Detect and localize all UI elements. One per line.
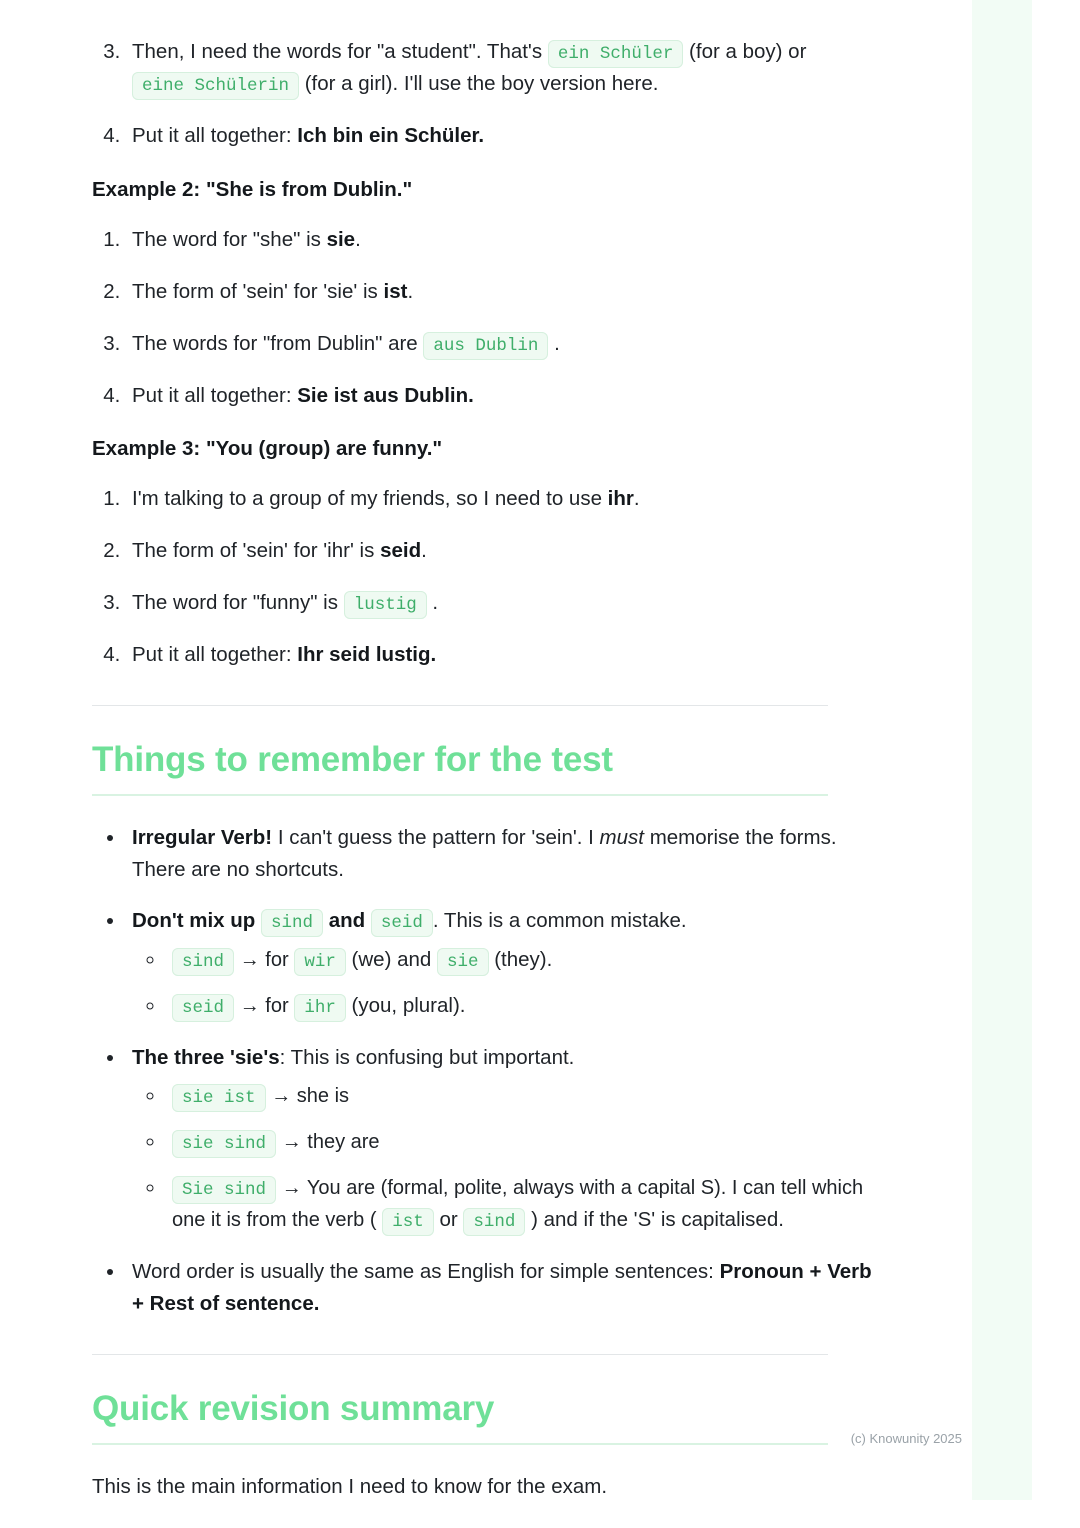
sub-text-or: or xyxy=(439,1207,458,1231)
section-heading-summary: Quick revision summary xyxy=(92,1388,495,1428)
bullet-text: : This is confusing but important. xyxy=(279,1045,575,1069)
bullet-label: Don't mix up xyxy=(132,909,256,933)
list-item xyxy=(126,276,882,308)
answer-sentence: Ihr seid lustig. xyxy=(297,643,437,667)
list-item xyxy=(126,587,882,619)
example1-steps-list xyxy=(92,36,882,152)
step-keyword: ihr xyxy=(607,487,634,511)
list-item xyxy=(166,1080,882,1112)
list-item xyxy=(166,1172,882,1236)
bullet-text-tail: memorise the forms. There are no shortcuts. xyxy=(132,825,837,881)
bullet-text-tail: . This is a common mistake. xyxy=(432,909,687,933)
step-text-post: . xyxy=(407,279,414,303)
bullet-text: Word order is usually the same as English for simple sentences: xyxy=(132,1260,714,1284)
step-text-pre: I'm talking to a group of my friends, so I need to use xyxy=(132,487,602,511)
step-text-pre: Then, I need the words for "a student". That's xyxy=(132,40,543,63)
example3-steps-list xyxy=(92,483,882,670)
document-content xyxy=(92,36,882,1502)
heading-underline xyxy=(92,794,828,796)
step-keyword: seid xyxy=(380,539,422,563)
answer-sentence: Sie ist aus Dublin. xyxy=(297,383,474,407)
inline-code-sie: sie xyxy=(437,948,489,976)
list-item xyxy=(126,120,882,152)
list-item xyxy=(126,1042,882,1236)
list-item xyxy=(126,36,882,100)
list-item xyxy=(126,905,882,1021)
sub-text-for: → for xyxy=(239,994,289,1017)
sub-text-mid: (we) and xyxy=(351,947,432,971)
bullet-text: I can't guess the pattern for 'sein'. I xyxy=(277,825,594,849)
section-divider xyxy=(92,1354,828,1355)
inline-code-sind: sind xyxy=(463,1208,525,1236)
step-text-pre: Put it all together: xyxy=(132,124,292,148)
bullet-emphasis: must xyxy=(599,825,644,849)
bullet-and: and xyxy=(328,909,366,933)
step-text-post: . xyxy=(554,331,560,355)
answer-sentence: Ich bin ein Schüler. xyxy=(297,124,485,148)
list-item xyxy=(126,639,882,671)
list-item xyxy=(166,990,882,1022)
remember-list xyxy=(92,822,882,1320)
step-text-pre: The form of 'sein' for 'ihr' is xyxy=(132,539,375,563)
step-text-post: . xyxy=(355,228,361,252)
inline-code-ein-schueler: ein Schüler xyxy=(548,40,684,68)
list-item xyxy=(126,822,882,886)
list-item xyxy=(126,328,882,360)
sub-text-for: → for xyxy=(239,948,289,971)
list-item xyxy=(166,944,882,976)
step-text-pre: The words for "from Dublin" are xyxy=(132,331,418,355)
list-item xyxy=(126,224,882,256)
list-item xyxy=(126,1256,882,1320)
step-text-pre: Put it all together: xyxy=(132,383,292,407)
step-text-pre: The word for "she" is xyxy=(132,228,321,252)
summary-intro-text: This is the main information I need to know for the exam. xyxy=(92,1474,608,1498)
sub-text-tail: (they). xyxy=(494,947,553,971)
section-divider xyxy=(92,705,828,706)
list-item xyxy=(126,380,882,412)
remember-sublist-mixup xyxy=(132,944,882,1022)
list-item xyxy=(126,483,882,515)
heading-underline xyxy=(92,1443,828,1445)
sub-text: → You are (formal, polite, always with a capital S). I can tell which one it is from the verb ( xyxy=(172,1176,864,1231)
sub-text: → she is xyxy=(271,1084,350,1107)
inline-code-Sie-sind: Sie sind xyxy=(172,1176,276,1204)
bullet-label: The three 'sie's xyxy=(132,1045,280,1069)
inline-code-aus-dublin: aus Dublin xyxy=(423,332,548,360)
page-side-strip xyxy=(972,0,1032,1500)
step-text-mid: (for a boy) or xyxy=(689,40,807,63)
section-heading-remember: Things to remember for the test xyxy=(92,739,613,779)
inline-code-sie-ist: sie ist xyxy=(172,1084,266,1112)
sub-text-tail: ) and if the 'S' is capitalised. xyxy=(531,1207,784,1231)
example2-heading: Example 2: "She is from Dublin." xyxy=(92,178,413,202)
document-page xyxy=(48,0,1032,1500)
sub-text: → they are xyxy=(281,1130,380,1153)
copyright-footer: (c) Knowunity 2025 xyxy=(850,1431,962,1446)
inline-code-sind: sind xyxy=(172,948,234,976)
step-text-post: (for a girl). I'll use the boy version here. xyxy=(304,72,659,96)
step-text-post: . xyxy=(633,487,640,511)
inline-code-wir: wir xyxy=(294,948,346,976)
inline-code-seid: seid xyxy=(172,994,234,1022)
inline-code-seid: seid xyxy=(371,909,433,937)
remember-sublist-sie xyxy=(132,1080,882,1237)
inline-code-sie-sind: sie sind xyxy=(172,1130,276,1158)
step-keyword: sie xyxy=(326,228,356,252)
step-keyword: ist xyxy=(383,279,408,303)
list-item xyxy=(126,535,882,567)
inline-code-sind: sind xyxy=(261,909,323,937)
inline-code-ihr: ihr xyxy=(294,994,346,1022)
list-item xyxy=(166,1126,882,1158)
example2-steps-list xyxy=(92,224,882,411)
step-text-pre: The word for "funny" is xyxy=(132,590,338,614)
example3-heading: Example 3: "You (group) are funny." xyxy=(92,437,443,461)
bullet-label: Irregular Verb! xyxy=(132,825,273,849)
sub-text-tail: (you, plural). xyxy=(351,993,466,1017)
step-text-pre: Put it all together: xyxy=(132,643,292,667)
step-text-pre: The form of 'sein' for 'sie' is xyxy=(132,279,378,303)
inline-code-eine-schuelerin: eine Schülerin xyxy=(132,72,299,100)
step-text-post: . xyxy=(432,590,439,614)
inline-code-ist: ist xyxy=(382,1208,434,1236)
bullet-rule: Pronoun + Verb + Rest of sentence. xyxy=(132,1260,872,1315)
step-text-post: . xyxy=(421,539,427,563)
inline-code-lustig: lustig xyxy=(344,591,427,619)
